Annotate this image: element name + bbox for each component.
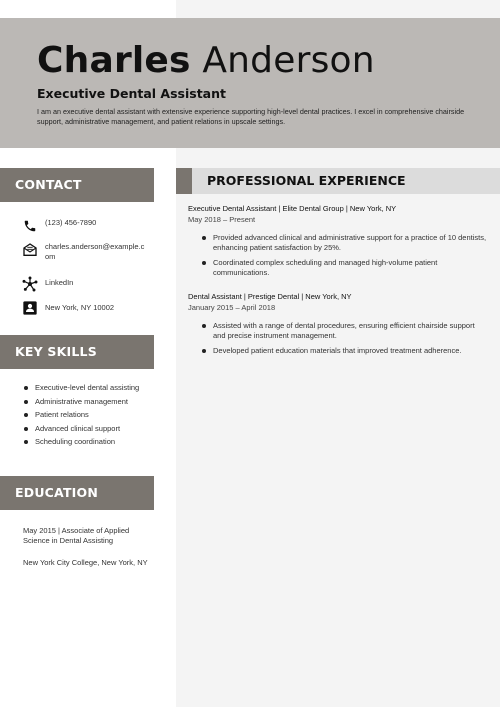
job-bullet: Developed patient education materials that improved treatment adherence. — [200, 346, 488, 356]
education-degree: May 2015 | Associate of Applied Science in Dental Assisting — [23, 526, 130, 545]
email-icon — [22, 242, 38, 258]
contact-linkedin — [22, 276, 147, 292]
job-bullet: Coordinated complex scheduling and managed high-volume patient communications. — [200, 258, 488, 278]
skills-list — [22, 383, 152, 451]
contact-phone — [22, 218, 147, 234]
education-heading: EDUCATION — [0, 476, 154, 510]
job-dates: May 2018 – Present — [188, 215, 256, 224]
location-text: New York, NY 10002 — [45, 303, 115, 312]
skill-item: Administrative management — [22, 397, 152, 407]
education-school: New York City College, New York, NY — [23, 558, 148, 567]
first-name: Charles — [37, 40, 191, 81]
network-icon — [22, 276, 38, 292]
skill-item: Scheduling coordination — [22, 437, 152, 447]
linkedin-text[interactable]: LinkedIn — [45, 278, 74, 287]
last-name: Anderson — [202, 40, 375, 81]
job-title-line: Dental Assistant | Prestige Dental | New York, NY — [188, 292, 352, 301]
skill-item: Advanced clinical support — [22, 424, 152, 434]
skills-heading: KEY SKILLS — [0, 335, 154, 369]
job-dates: January 2015 – April 2018 — [188, 303, 276, 312]
phone-text: (123) 456-7890 — [45, 218, 97, 227]
job-entry — [188, 204, 488, 283]
summary-text: I am an executive dental assistant with extensive experience supporting high-level dental practices. I excel in comprehensive chairside support, administrative management, and patient relations in upscale settings. — [37, 107, 465, 126]
phone-icon — [22, 218, 38, 234]
job-bullets — [200, 233, 488, 278]
skill-item: Patient relations — [22, 410, 152, 420]
job-bullets — [200, 321, 488, 356]
skill-item: Executive-level dental assisting — [22, 383, 152, 393]
job-entry — [188, 292, 488, 361]
contact-heading: CONTACT — [0, 168, 154, 202]
contact-location — [22, 300, 147, 316]
id-card-icon — [22, 300, 38, 316]
job-title: Executive Dental Assistant — [37, 86, 226, 101]
email-text[interactable]: charles.anderson@example.com — [45, 242, 145, 261]
job-title-line: Executive Dental Assistant | Elite Dental Group | New York, NY — [188, 204, 397, 213]
resume-header — [0, 18, 500, 148]
contact-email — [22, 242, 147, 262]
experience-heading: PROFESSIONAL EXPERIENCE — [207, 173, 406, 188]
job-bullet: Assisted with a range of dental procedures, ensuring efficient chairside support and precise instrument management. — [200, 321, 488, 341]
experience-heading-accent — [176, 168, 192, 194]
candidate-name — [37, 40, 375, 81]
job-bullet: Provided advanced clinical and administrative support for a practice of 10 dentists, enhancing patient satisfaction by 25%. — [200, 233, 488, 253]
